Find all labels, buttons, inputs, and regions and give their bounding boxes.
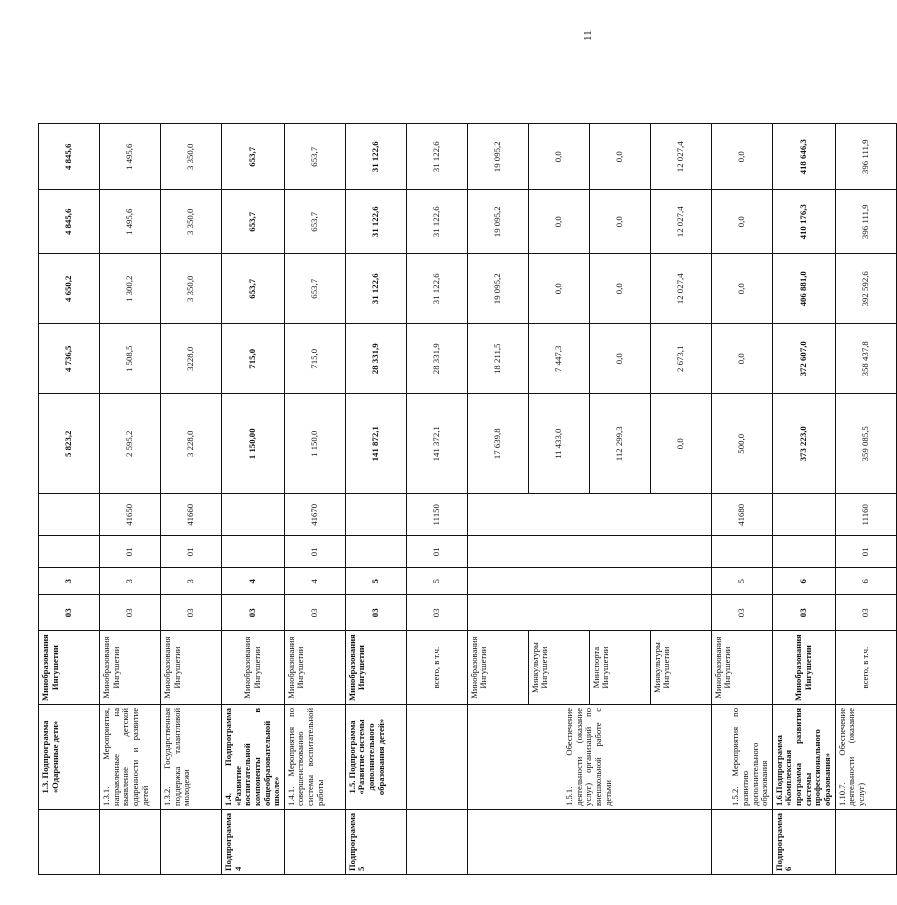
- value-cell: 0,0: [711, 190, 772, 254]
- measure-name-cell: 1.3. Подпрограмма «Одаренные дети»: [39, 704, 100, 809]
- measure-name-cell: 1.5.1. Обеспечение деятельности (оказание услуг) организаций по внешкольной работе с детьми: [467, 704, 711, 809]
- value-cell: 7 447,3: [528, 324, 589, 394]
- rz-cell: 6: [772, 568, 835, 595]
- program-cell: [100, 809, 161, 874]
- grbs-cell: 03: [161, 595, 222, 631]
- value-cell: 31 122,6: [345, 254, 406, 324]
- rz-cell: 5: [711, 568, 772, 595]
- value-cell: 12 027,4: [650, 124, 711, 190]
- value-cell: 1 495,6: [100, 124, 161, 190]
- pr-cell: [467, 536, 711, 568]
- program-cell: [39, 809, 100, 874]
- grbs-cell: [467, 595, 711, 631]
- value-cell: 17 639,8: [467, 394, 528, 494]
- table-row: [406, 124, 467, 875]
- rz-cell: 4: [284, 568, 345, 595]
- table-row: [161, 124, 222, 875]
- grbs-cell: 03: [772, 595, 835, 631]
- pr-cell: [772, 536, 835, 568]
- measure-name-cell: [406, 704, 467, 809]
- value-cell: 0,0: [589, 124, 650, 190]
- value-cell: 141 872,1: [345, 394, 406, 494]
- rz-cell: 3: [100, 568, 161, 595]
- csr-cell: [772, 494, 835, 536]
- executor-cell: Минкультуры Ингушетии: [528, 631, 589, 705]
- value-cell: 11 433,0: [528, 394, 589, 494]
- value-cell: 372 607,0: [772, 324, 835, 394]
- value-cell: 31 122,6: [345, 124, 406, 190]
- rz-cell: 3: [39, 568, 100, 595]
- value-cell: 358 437,8: [835, 324, 896, 394]
- table-row: [39, 124, 100, 875]
- value-cell: 141 372,1: [406, 394, 467, 494]
- value-cell: 3 350,0: [161, 190, 222, 254]
- program-cell: [467, 809, 711, 874]
- executor-cell: Минспорта Ингушетии: [589, 631, 650, 705]
- grbs-cell: 03: [711, 595, 772, 631]
- value-cell: 0,0: [528, 124, 589, 190]
- value-cell: 19 095,2: [467, 190, 528, 254]
- csr-cell: [467, 494, 711, 536]
- value-cell: 31 122,6: [406, 254, 467, 324]
- csr-cell: 41680: [711, 494, 772, 536]
- value-cell: 19 095,2: [467, 124, 528, 190]
- pr-cell: [711, 536, 772, 568]
- grbs-cell: 03: [222, 595, 285, 631]
- grbs-cell: 03: [835, 595, 896, 631]
- csr-cell: [345, 494, 406, 536]
- pr-cell: [222, 536, 285, 568]
- executor-cell: Минобразования Ингушетии: [39, 631, 100, 705]
- value-cell: 28 331,9: [406, 324, 467, 394]
- budget-table: [38, 123, 897, 875]
- executor-cell: всего, в т.ч.: [835, 631, 896, 705]
- value-cell: 2 595,2: [100, 394, 161, 494]
- value-cell: 1 150,00: [222, 394, 285, 494]
- value-cell: 1 508,5: [100, 324, 161, 394]
- table-row: [222, 124, 285, 875]
- value-cell: 396 111,9: [835, 190, 896, 254]
- table-row: [345, 124, 406, 875]
- csr-cell: 11160: [835, 494, 896, 536]
- program-cell: [406, 809, 467, 874]
- value-cell: 0,0: [589, 324, 650, 394]
- value-cell: 31 122,6: [406, 190, 467, 254]
- value-cell: 653,7: [222, 124, 285, 190]
- value-cell: 1 150,0: [284, 394, 345, 494]
- table-row: [284, 124, 345, 875]
- executor-cell: Минобразования Ингушетии: [711, 631, 772, 705]
- measure-name-cell: 1.3.1. Мероприятия, направленные на выявление детской одаренности и развитие детей: [100, 704, 161, 809]
- csr-cell: [39, 494, 100, 536]
- rz-cell: [467, 568, 711, 595]
- value-cell: 715,0: [284, 324, 345, 394]
- program-cell: [711, 809, 772, 874]
- pr-cell: 01: [284, 536, 345, 568]
- grbs-cell: 03: [39, 595, 100, 631]
- csr-cell: 41670: [284, 494, 345, 536]
- executor-cell: Минкультуры Ингушетии: [650, 631, 711, 705]
- value-cell: 112 299,3: [589, 394, 650, 494]
- executor-cell: Минобразования Ингушетии: [284, 631, 345, 705]
- measure-name-cell: 1.6.Подпрограмма «Комплексная программа развития системы профессионального образования»: [772, 704, 835, 809]
- executor-cell: Минобразования Ингушетии: [100, 631, 161, 705]
- value-cell: 406 881,0: [772, 254, 835, 324]
- value-cell: 653,7: [284, 190, 345, 254]
- program-cell: Подпрограмма 4: [222, 809, 285, 874]
- value-cell: 18 211,5: [467, 324, 528, 394]
- table-row: [467, 124, 528, 875]
- value-cell: 4 736,5: [39, 324, 100, 394]
- measure-name-cell: 1.10.7. Обеспечение деятельности (оказание услуг): [835, 704, 896, 809]
- rz-cell: 3: [161, 568, 222, 595]
- executor-cell: Минобразования Ингушетии: [345, 631, 406, 705]
- value-cell: 0,0: [528, 190, 589, 254]
- grbs-cell: 03: [100, 595, 161, 631]
- executor-cell: Минобразования Ингушетии: [222, 631, 285, 705]
- grbs-cell: 03: [345, 595, 406, 631]
- program-cell: [161, 809, 222, 874]
- value-cell: 2 673,1: [650, 324, 711, 394]
- table-row: [100, 124, 161, 875]
- value-cell: 1 300,2: [100, 254, 161, 324]
- pr-cell: 01: [835, 536, 896, 568]
- rz-cell: 6: [835, 568, 896, 595]
- value-cell: 653,7: [222, 190, 285, 254]
- value-cell: 31 122,6: [345, 190, 406, 254]
- pr-cell: [345, 536, 406, 568]
- executor-cell: Минобразования Ингушетии: [161, 631, 222, 705]
- value-cell: 0,0: [711, 324, 772, 394]
- value-cell: 4 845,6: [39, 190, 100, 254]
- value-cell: 12 027,4: [650, 190, 711, 254]
- pr-cell: 01: [406, 536, 467, 568]
- csr-cell: 11150: [406, 494, 467, 536]
- value-cell: 3 350,0: [161, 124, 222, 190]
- value-cell: 500,0: [711, 394, 772, 494]
- pr-cell: [39, 536, 100, 568]
- value-cell: 410 176,3: [772, 190, 835, 254]
- program-cell: [284, 809, 345, 874]
- executor-cell: Минобразования Ингушетии: [772, 631, 835, 705]
- value-cell: 31 122,6: [406, 124, 467, 190]
- value-cell: 418 646,3: [772, 124, 835, 190]
- value-cell: 4 845,6: [39, 124, 100, 190]
- pr-cell: 01: [100, 536, 161, 568]
- value-cell: 3 228,0: [161, 394, 222, 494]
- rz-cell: 5: [345, 568, 406, 595]
- csr-cell: 41660: [161, 494, 222, 536]
- table-row: [711, 124, 772, 875]
- program-cell: Подпрограмма 6: [772, 809, 835, 874]
- value-cell: 373 223,0: [772, 394, 835, 494]
- value-cell: 392 592,6: [835, 254, 896, 324]
- value-cell: 653,7: [284, 124, 345, 190]
- measure-name-cell: 1.5. Подпрограмма «Развитие системы дополнительного образования детей»: [345, 704, 406, 809]
- value-cell: 0,0: [650, 394, 711, 494]
- measure-name-cell: 1.5.2. Мероприятия по развитию дополнительного образования: [711, 704, 772, 809]
- value-cell: 0,0: [589, 190, 650, 254]
- value-cell: 1 495,6: [100, 190, 161, 254]
- page-number: 11: [582, 30, 594, 41]
- grbs-cell: 03: [406, 595, 467, 631]
- value-cell: 12 027,4: [650, 254, 711, 324]
- measure-name-cell: 1.3.2. Государственная поддержка талантливой молодежи: [161, 704, 222, 809]
- value-cell: 396 111,9: [835, 124, 896, 190]
- executor-cell: Минобразования Ингушетии: [467, 631, 528, 705]
- measure-name-cell: 1.4. Подпрограмма «Развитие воспитательной компоненты в общеобразовательной школе»: [222, 704, 285, 809]
- program-cell: [835, 809, 896, 874]
- pr-cell: 01: [161, 536, 222, 568]
- value-cell: 19 095,2: [467, 254, 528, 324]
- value-cell: 0,0: [711, 124, 772, 190]
- value-cell: 653,7: [222, 254, 285, 324]
- measure-name-cell: 1.4.1. Мероприятия по совершенствованию системы воспитательной работы: [284, 704, 345, 809]
- value-cell: 0,0: [711, 254, 772, 324]
- grbs-cell: 03: [284, 595, 345, 631]
- value-cell: 0,0: [528, 254, 589, 324]
- value-cell: 28 331,9: [345, 324, 406, 394]
- csr-cell: [222, 494, 285, 536]
- value-cell: 4 650,2: [39, 254, 100, 324]
- value-cell: 5 823,2: [39, 394, 100, 494]
- value-cell: 3 350,0: [161, 254, 222, 324]
- table-row: [772, 124, 835, 875]
- rz-cell: 5: [406, 568, 467, 595]
- csr-cell: 41650: [100, 494, 161, 536]
- table-row: [835, 124, 896, 875]
- value-cell: 0,0: [589, 254, 650, 324]
- value-cell: 3228,0: [161, 324, 222, 394]
- program-cell: Подпрограмма 5: [345, 809, 406, 874]
- value-cell: 359 085,5: [835, 394, 896, 494]
- rz-cell: 4: [222, 568, 285, 595]
- value-cell: 715,0: [222, 324, 285, 394]
- executor-cell: всего, в т.ч.: [406, 631, 467, 705]
- value-cell: 653,7: [284, 254, 345, 324]
